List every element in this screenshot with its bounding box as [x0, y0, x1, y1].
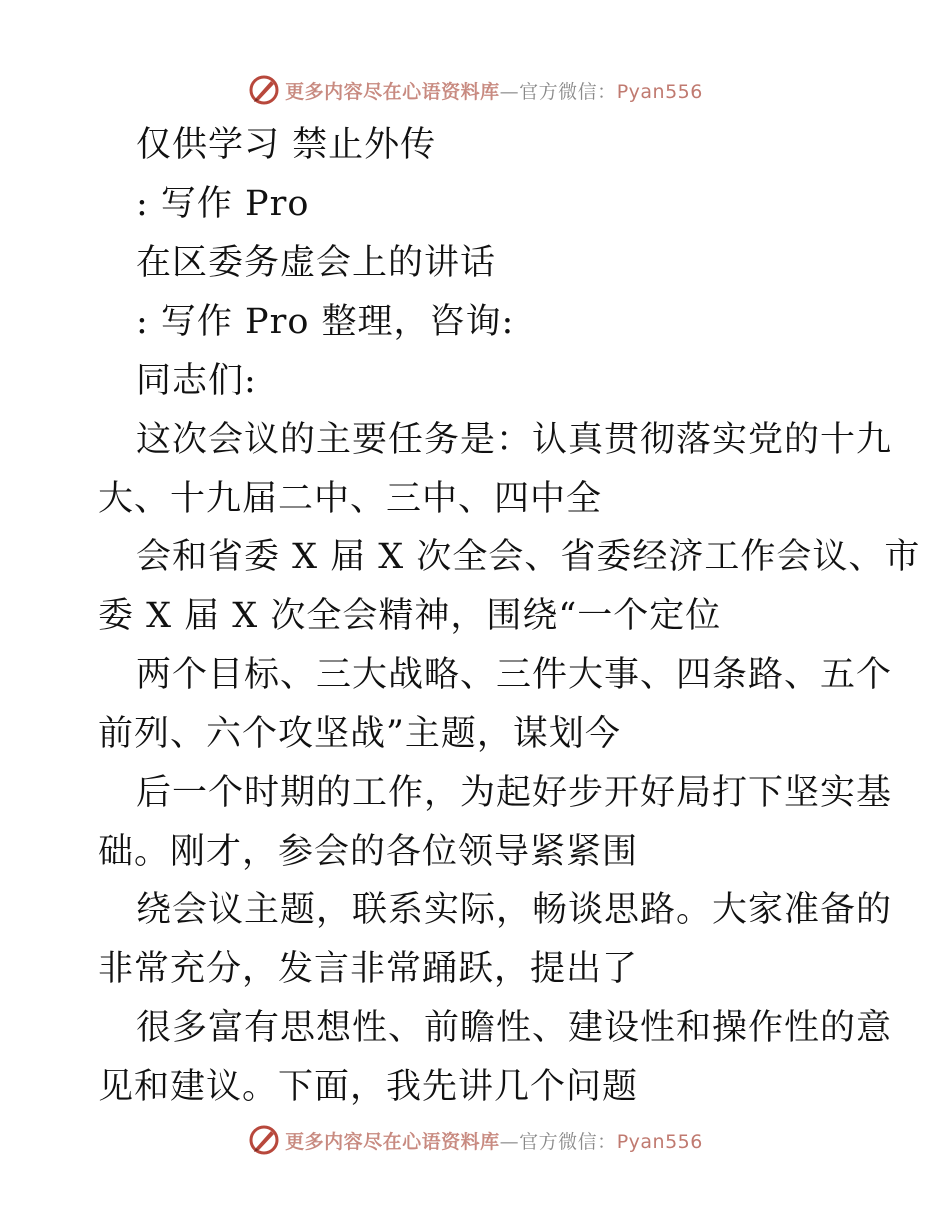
text-line: 绕会议主题，联系实际，畅谈思路。大家准备的 [136, 890, 893, 930]
salutation: 同志们: [136, 361, 257, 401]
text-line: 见和建议。下面，我先讲几个问题 [98, 1067, 639, 1107]
text-line: 后一个时期的工作，为起好步开好局打下坚实基 [136, 773, 893, 813]
text-line: : 写作 Pro [136, 184, 310, 224]
pen-circle-logo-icon [247, 73, 281, 107]
banner-text [285, 1127, 703, 1154]
text-line: 仅供学习 禁止外传 [136, 125, 437, 165]
banner-account-label: 官方微信： [519, 1130, 617, 1153]
banner-account-label: 官方微信： [519, 80, 617, 103]
document-title: 在区委务虚会上的讲话 [136, 243, 497, 283]
text-line: 委 X 届 X 次全会精神，围绕“一个定位 [98, 596, 722, 636]
banner-brand: 更多内容尽在心语资料库 [285, 1130, 500, 1153]
text-line: 础。刚才，参会的各位领导紧紧围 [98, 832, 639, 872]
banner-separator: — [499, 80, 520, 103]
banner-account-id: Pyan556 [616, 80, 703, 103]
header-banner [0, 70, 950, 110]
text-line: 非常充分，发言非常踊跃，提出了 [98, 949, 639, 989]
footer-banner [0, 1120, 950, 1160]
text-line: 两个目标、三大战略、三件大事、四条路、五个 [136, 655, 893, 695]
banner-brand: 更多内容尽在心语资料库 [285, 80, 500, 103]
banner-account-id: Pyan556 [616, 1130, 703, 1153]
banner-text [285, 77, 703, 104]
banner-separator: — [499, 1130, 520, 1153]
text-line: 这次会议的主要任务是：认真贯彻落实党的十九 [136, 420, 893, 460]
text-line: : 写作 Pro 整理，咨询: [136, 302, 515, 342]
pen-circle-logo-icon [247, 1123, 281, 1157]
text-line: 会和省委 X 届 X 次全会、省委经济工作会议、市 [136, 537, 921, 577]
text-line: 前列、六个攻坚战”主题，谋划今 [98, 714, 621, 754]
text-line: 大、十九届二中、三中、四中全 [98, 479, 603, 519]
text-line: 很多富有思想性、前瞻性、建设性和操作性的意 [136, 1008, 893, 1048]
